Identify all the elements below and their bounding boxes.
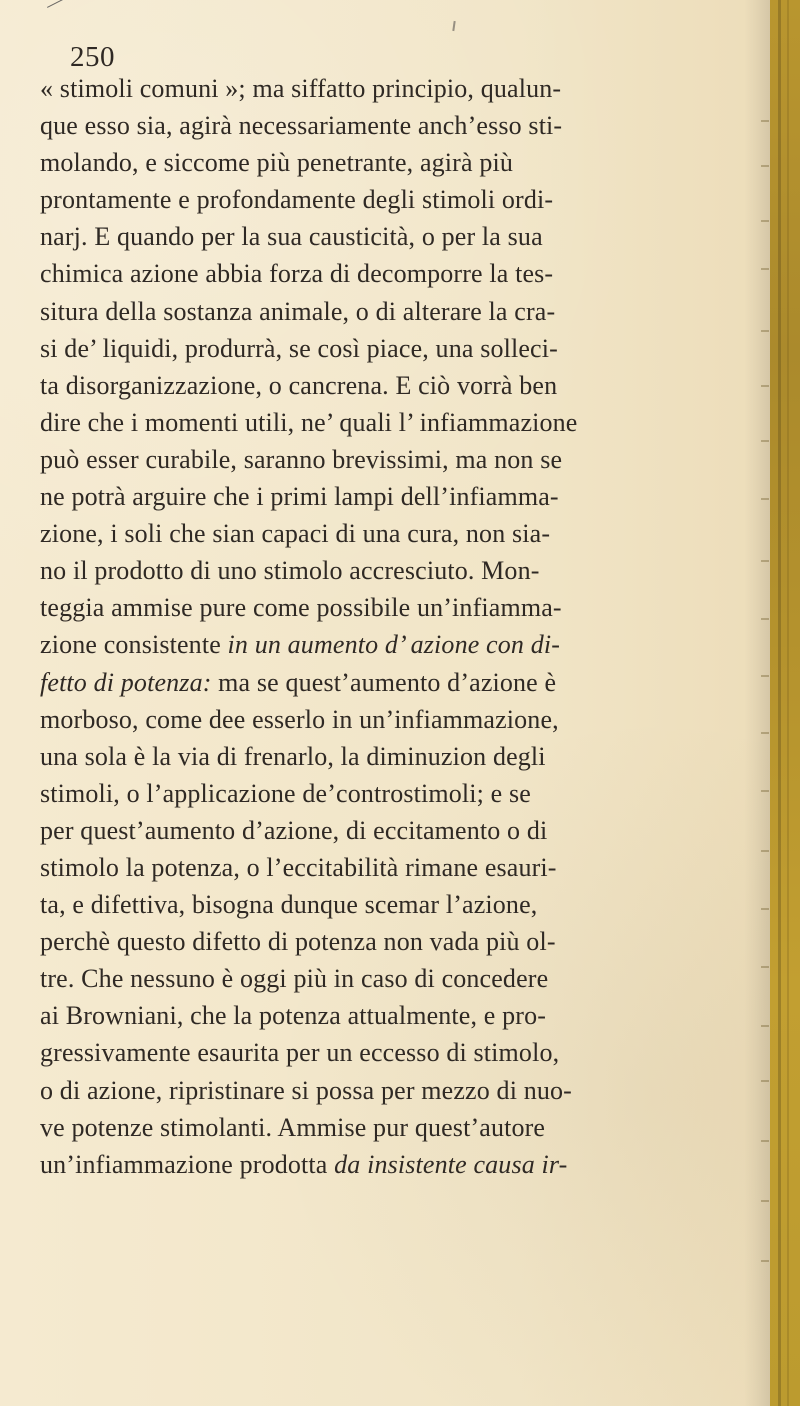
text-line: dire che i momenti utili, ne’ quali l’ infiammazione bbox=[40, 407, 578, 437]
text-line: gressivamente esaurita per un eccesso di stimolo, bbox=[40, 1038, 560, 1068]
text-line: ne potrà arguire che i primi lampi dell’infiamma- bbox=[40, 482, 559, 512]
paper-speck bbox=[452, 21, 455, 31]
text-line bbox=[40, 664, 750, 701]
text-line: per quest’aumento d’azione, di eccitamento o di bbox=[40, 815, 548, 845]
text-line: zione, i soli che sian capaci di una cura, non sia- bbox=[40, 519, 551, 549]
corner-mark bbox=[47, 0, 74, 19]
text-line: no il prodotto di uno stimolo accresciuto. Mon- bbox=[40, 556, 540, 586]
text-line: ta disorganizzazione, o cancrena. E ciò vorrà ben bbox=[40, 370, 558, 400]
book-edge bbox=[770, 0, 800, 1406]
text-line: situra della sostanza animale, o di alterare la cra- bbox=[40, 296, 556, 326]
body-text bbox=[40, 70, 750, 1183]
text-line: morboso, come dee esserlo in un’infiammazione, bbox=[40, 704, 559, 734]
text-line: ve potenze stimolanti. Ammise pur quest’autore bbox=[40, 1112, 546, 1142]
text-line: stimoli, o l’applicazione de’controstimoli; e se bbox=[40, 778, 531, 808]
text-line: perchè questo difetto di potenza non vada più ol- bbox=[40, 927, 556, 957]
text-line: una sola è la via di frenarlo, la diminuzion degli bbox=[40, 741, 546, 771]
text-line: narj. E quando per la sua causticità, o per la sua bbox=[40, 222, 543, 252]
text-line: molando, e siccome più penetrante, agirà più bbox=[40, 148, 513, 178]
text-line: o di azione, ripristinare si possa per mezzo di nuo- bbox=[40, 1075, 572, 1105]
text-line: stimolo la potenza, o l’eccitabilità rimane esauri- bbox=[40, 852, 557, 882]
text-line: ai Browniani, che la potenza attualmente, e pro- bbox=[40, 1001, 547, 1031]
edge-line bbox=[778, 0, 781, 1406]
text-line: può esser curabile, saranno brevissimi, ma non se bbox=[40, 444, 563, 474]
line-text: ma se quest’aumento d’azione è bbox=[211, 667, 557, 697]
line-text: zione consistente bbox=[40, 630, 228, 660]
text-line: ta, e difettiva, bisogna dunque scemar l’azione, bbox=[40, 890, 538, 920]
text-line: chimica azione abbia forza di decomporre la tes- bbox=[40, 259, 554, 289]
text-line bbox=[40, 1146, 750, 1183]
line-text: un’infiammazione prodotta bbox=[40, 1149, 335, 1179]
text-line: prontamente e profondamente degli stimoli ordi- bbox=[40, 185, 554, 215]
text-line: que esso sia, agirà necessariamente anch’esso sti- bbox=[40, 111, 563, 141]
page-number: 250 bbox=[70, 41, 115, 73]
italic-text: in un aumento d’ azione con di- bbox=[227, 630, 561, 660]
text-line: si de’ liquidi, produrrà, se così piace, una solleci- bbox=[40, 333, 558, 363]
text-line: tre. Che nessuno è oggi più in caso di concedere bbox=[40, 964, 549, 994]
italic-text: da insistente causa ir- bbox=[334, 1149, 568, 1179]
text-line: « stimoli comuni »; ma siffatto principio, qualun- bbox=[40, 74, 562, 103]
edge-line bbox=[787, 0, 789, 1406]
text-line: teggia ammise pure come possibile un’infiamma- bbox=[40, 593, 562, 623]
text-line bbox=[40, 626, 750, 663]
italic-text: fetto di potenza: bbox=[40, 667, 212, 697]
